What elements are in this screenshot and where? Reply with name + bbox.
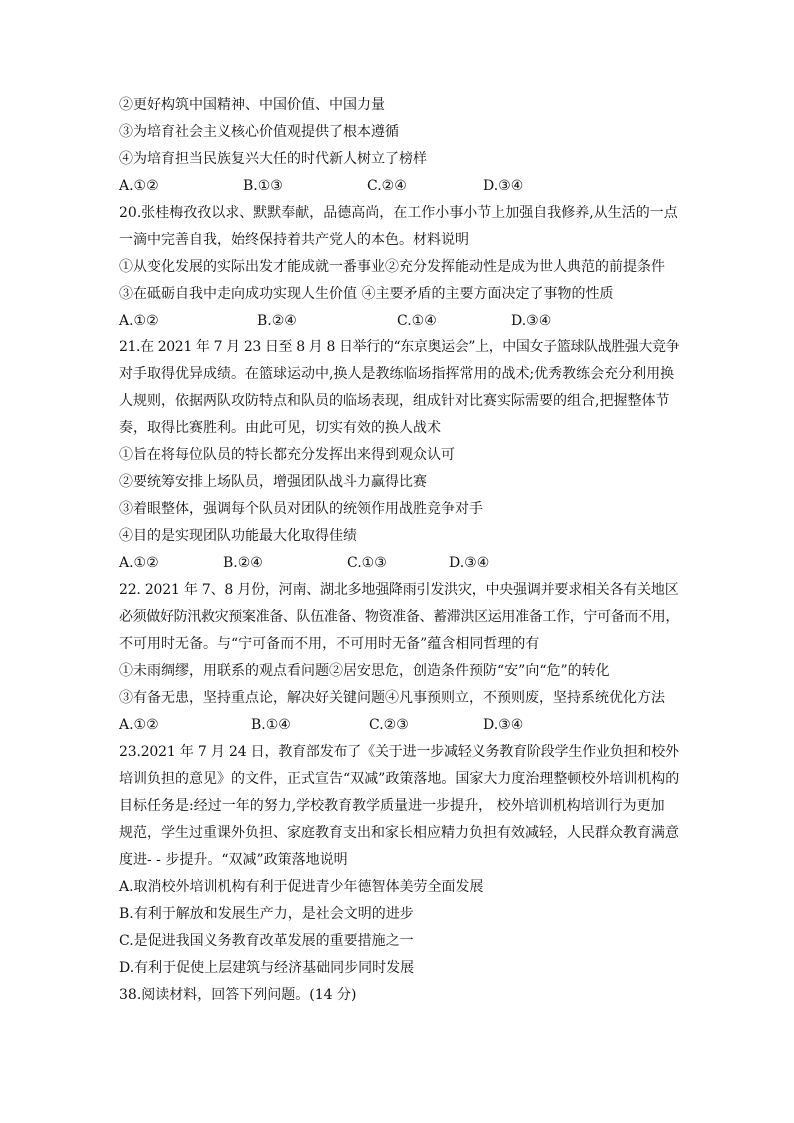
q21-option-statement: ①旨在将每位队员的特长都充分发挥出来得到观众认可 — [119, 447, 455, 463]
q19-choice-b: B.①③ — [243, 178, 283, 194]
q19-option-statement: ③为培育社会主义核心价值观提供了根本遵循 — [119, 124, 399, 140]
q22-choice-c: C.②③ — [369, 717, 409, 733]
q23-stem: 培训负担的意见》的文件，正式宣告“双减”政策落地。国家大力度治理整顿校外培训机构的 — [119, 771, 680, 787]
q19-choice-d: D.③④ — [483, 178, 524, 194]
q23-stem: 目标任务是:经过一年的努力,学校教育教学质量进一步提升， 校外培训机构培训行为更加 — [119, 798, 665, 814]
q23-stem: 23.2021 年 7 月 24 日，教育部发布了《关于进一步减轻义务教育阶段学生作业负担和校外 — [119, 744, 679, 760]
q21-option-statement: ②要统筹安排上场队员，增强团队战斗力赢得比赛 — [119, 474, 427, 490]
q21-stem: 对手取得优异成绩。在篮球运动中,换人是教练临场指挥常用的战术;优秀教练会充分利用换 — [119, 366, 675, 382]
q21-option-statement: ③着眼整体，强调每个队员对团队的统领作用战胜竞争对手 — [119, 501, 483, 517]
q19-option-statement: ④为培育担当民族复兴大任的时代新人树立了榜样 — [119, 151, 427, 167]
q22-stem: 22. 2021 年 7、8 月份，河南、湖北多地强降雨引发洪灾，中央强调并要求相关各有关地区 — [119, 582, 679, 598]
q23-choice-b: B.有利于解放和发展生产力，是社会文明的进步 — [119, 906, 414, 922]
q21-stem: 21.在 2021 年 7 月 23 日至 8 月 8 日举行的“东京奥运会”上，中国女子篮球队战胜强大竞争 — [119, 339, 680, 355]
q20-option-statement: ③在砥砺自我中走向成功实现人生价值 ④主要矛盾的主要方面决定了事物的性质 — [119, 286, 614, 302]
q21-option-statement: ④目的是实现团队功能最大化取得佳绩 — [119, 528, 357, 544]
q20-choice-a: A.①② — [119, 313, 159, 329]
q23-stem: 规范，学生过重课外负担、家庭教育支出和家长相应精力负担有效减轻，人民群众教育满意 — [119, 825, 679, 841]
q19-option-statement: ②更好构筑中国精神、中国价值、中国力量 — [119, 97, 385, 113]
q23-choice-a: A.取消校外培训机构有利于促进青少年德智体美劳全面发展 — [119, 879, 484, 895]
q23-stem: 度进- - 步提升。“双减”政策落地说明 — [119, 852, 348, 868]
q22-stem: 必须做好防汛救灾预案准备、队伍准备、物资准备、蓄滞洪区运用准备工作，宁可备而不用， — [119, 609, 679, 625]
q19-choice-a: A.①② — [119, 178, 159, 194]
q19-choice-c: C.②④ — [367, 178, 407, 194]
q22-option-statement: ③有备无患，坚持重点论，解决好关键问题④凡事预则立，不预则废，坚持系统优化方法 — [119, 690, 665, 706]
q21-stem: 人规则，依据两队攻防特点和队员的临场表现，组成针对比赛实际需要的组合,把握整体节 — [119, 393, 670, 409]
q20-choice-b: B.②④ — [257, 313, 297, 329]
q20-option-statement: ①从变化发展的实际出发才能成就一番事业②充分发挥能动性是成为世人典范的前提条件 — [119, 259, 665, 275]
q20-stem: 20.张桂梅孜孜以求、默默奉献，品德高尚，在工作小事小节上加强自我修养,从生活的一点 — [119, 205, 678, 221]
q20-choice-c: C.①④ — [397, 313, 437, 329]
q21-choice-a: A.①② — [119, 555, 159, 571]
q22-stem: 不可用时无备。与“宁可备而不用，不可用时无备”蕴含相同哲理的有 — [119, 636, 540, 652]
q21-choice-d: D.③④ — [449, 555, 490, 571]
q23-choice-d: D.有利于促使上层建筑与经济基础同步同时发展 — [119, 960, 415, 976]
q23-choice-c: C.是促进我国义务教育改革发展的重要措施之一 — [119, 933, 414, 949]
q22-option-statement: ①未雨绸缪，用联系的观点看问题②居安思危，创造条件预防“安”向“危”的转化 — [119, 663, 610, 679]
q21-choice-b: B.②④ — [223, 555, 263, 571]
q38-heading: 38.阅读材料，回答下列问题。(14 分) — [119, 987, 357, 1003]
q22-choice-d: D.③④ — [483, 717, 524, 733]
q20-choice-d: D.③④ — [511, 313, 552, 329]
q21-stem: 奏，取得比赛胜利。由此可见，切实有效的换人战术 — [119, 420, 441, 436]
q20-stem: 一滴中完善自我，始终保持着共产党人的本色。材料说明 — [119, 232, 469, 248]
q21-choice-c: C.①③ — [347, 555, 387, 571]
q22-choice-a: A.①② — [119, 717, 159, 733]
q22-choice-b: B.①④ — [251, 717, 291, 733]
